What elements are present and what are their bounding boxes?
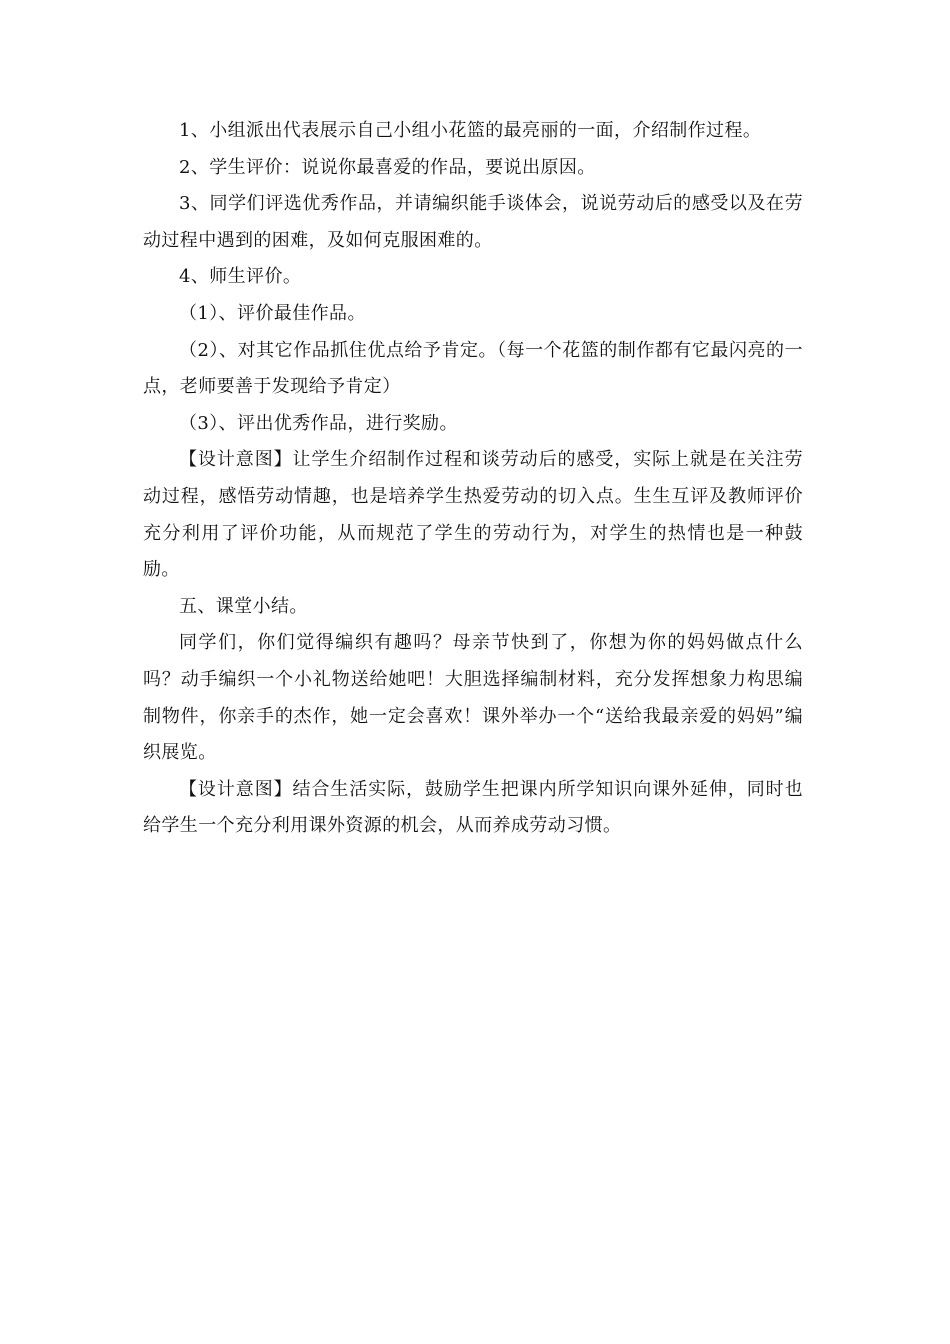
paragraph-design-intent-1: 【设计意图】让学生介绍制作过程和谈劳动后的感受，实际上就是在关注劳动过程，感悟劳动情趣，也是培养学生热爱劳动的切入点。生生互评及教师评价充分利用了评价功能，从而规范了学生的劳动行为，对学生的热情也是一种鼓励。 [143, 449, 803, 581]
paragraph-evaluation-item-2: （2）、对其它作品抓住优点给予肯定。（每一个花篮的制作都有它最闪亮的一点，老师要善于发现给予肯定） [143, 339, 803, 398]
document-body [143, 113, 803, 845]
section-heading-summary: 五、课堂小结。 [179, 595, 308, 617]
paragraph-teacher-student-evaluation: 4、师生评价。 [179, 266, 302, 288]
paragraph-summary-body: 同学们，你们觉得编织有趣吗？母亲节快到了，你想为你的妈妈做点什么吗？动手编织一个小礼物送给她吧！大胆选择编制材料，充分发挥想象力构思编制物件，你亲手的杰作，她一定会喜欢！课外举办一个“送给我最亲爱的妈妈”编织展览。 [143, 632, 803, 764]
paragraph-evaluation-item-3: （3）、评出优秀作品，进行奖励。 [179, 412, 458, 434]
paragraph-student-evaluation: 2、学生评价：说说你最喜爱的作品，要说出原因。 [179, 156, 596, 178]
paragraph-design-intent-2: 【设计意图】结合生活实际，鼓励学生把课内所学知识向课外延伸，同时也给学生一个充分利用课外资源的机会，从而养成劳动习惯。 [143, 778, 803, 837]
paragraph-evaluation-item-1: （1）、评价最佳作品。 [179, 302, 366, 324]
paragraph-presentation: 1、小组派出代表展示自己小组小花篮的最亮丽的一面，介绍制作过程。 [179, 120, 762, 141]
paragraph-select-works: 3、同学们评选优秀作品，并请编织能手谈体会，说说劳动后的感受以及在劳动过程中遇到的困难，及如何克服困难的。 [143, 193, 803, 251]
